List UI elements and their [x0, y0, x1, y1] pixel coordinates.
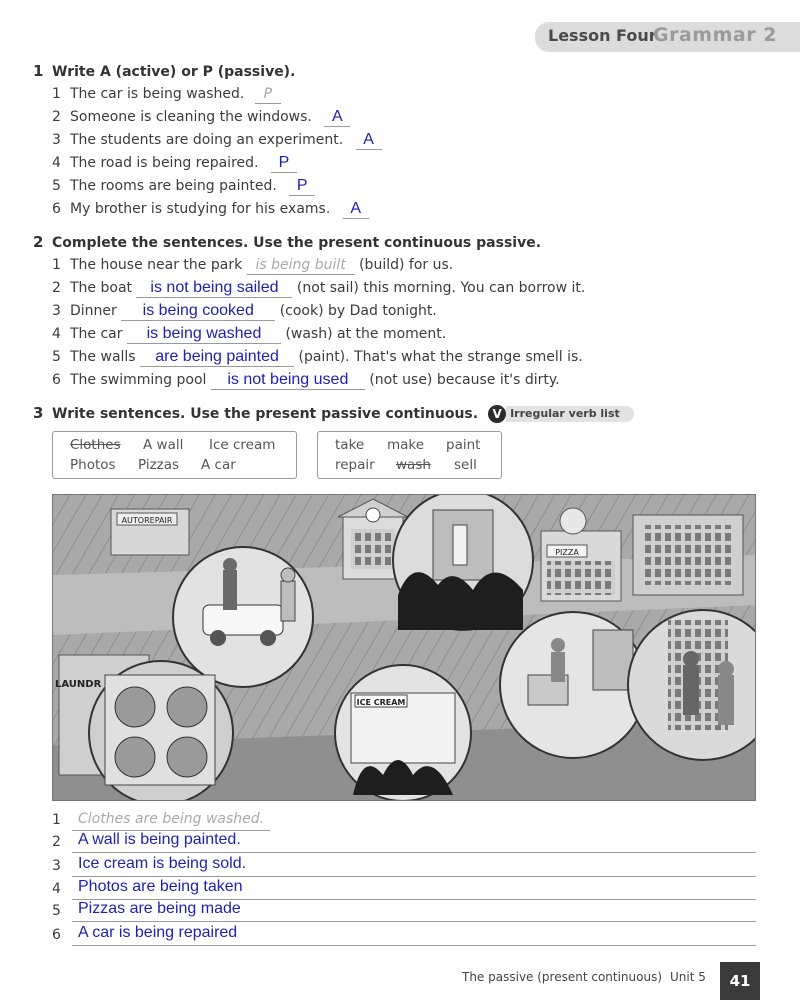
word-verb: sell [454, 457, 477, 473]
answer-line [72, 876, 756, 877]
answer-text[interactable]: Photos are being taken [78, 878, 243, 895]
answer-blank[interactable]: P [255, 86, 281, 104]
item-text-after: (not sail) this morning. You can borrow it. [296, 280, 586, 296]
exercise-3-title-text: Write sentences. Use the present passive continuous. [52, 406, 479, 422]
answer-text[interactable]: Ice cream is being sold. [78, 855, 247, 872]
verb-list-badge-icon[interactable]: V [488, 405, 506, 423]
exercise-1-title: Write A (active) or P (passive). [52, 64, 296, 80]
item-text: Someone is cleaning the windows. [70, 109, 312, 125]
exercise-1-number: 1 [33, 62, 44, 80]
scene-car-washing [173, 547, 313, 687]
answer-blank[interactable]: A [343, 201, 369, 219]
item-number: 2 [52, 280, 61, 296]
answer-blank[interactable]: P [271, 155, 297, 173]
word-verb: make [387, 437, 425, 453]
answer-blank[interactable]: is being cooked [121, 303, 275, 321]
ex3-answer-row [52, 855, 756, 877]
sign-pizza: PIZZA [555, 548, 579, 557]
answer-line [72, 945, 756, 946]
item-text-after: (paint). That's what the strange smell is. [298, 349, 583, 365]
noun-box [52, 431, 297, 479]
sign-laundry: LAUNDR [55, 679, 102, 690]
item-text: The road is being repaired. [70, 155, 259, 171]
ex1-item [52, 109, 350, 127]
item-text-after: (wash) at the moment. [285, 326, 447, 342]
sign-icecream: ICE CREAM [356, 698, 406, 707]
answer-number: 2 [52, 834, 61, 850]
word-noun: Clothes [70, 437, 121, 453]
ex3-answer-row [52, 878, 756, 900]
scene-laundry [89, 661, 233, 801]
answer-text[interactable]: A wall is being painted. [78, 831, 241, 848]
answer-text[interactable]: Pizzas are being made [78, 900, 241, 917]
item-number: 1 [52, 86, 61, 102]
item-number: 4 [52, 326, 61, 342]
ex1-item [52, 132, 382, 150]
answer-number: 4 [52, 881, 61, 897]
answer-blank[interactable]: is not being sailed [136, 280, 292, 298]
item-number: 5 [52, 178, 61, 194]
item-number: 6 [52, 201, 61, 217]
word-noun: Ice cream [209, 437, 276, 453]
city-illustration [52, 494, 756, 801]
exercise-3-number: 3 [33, 404, 44, 422]
answer-text[interactable]: A car is being repaired [78, 924, 238, 941]
word-verb: wash [396, 457, 431, 473]
answer-blank[interactable]: A [324, 109, 350, 127]
word-noun: Photos [70, 457, 116, 473]
answer-blank[interactable]: is being washed [127, 326, 281, 344]
ex3-answer-row [52, 831, 756, 853]
footer-unit: Unit 5 [670, 970, 706, 984]
item-number: 4 [52, 155, 61, 171]
item-text-before: The swimming pool [70, 372, 207, 388]
word-verb: repair [335, 457, 375, 473]
city-illustration-svg [53, 495, 756, 801]
ex1-item [52, 178, 315, 196]
item-text-after: (not use) because it's dirty. [369, 372, 560, 388]
word-verb: take [335, 437, 365, 453]
answer-line [72, 852, 756, 853]
item-number: 3 [52, 132, 61, 148]
answer-number: 6 [52, 927, 61, 943]
item-text: My brother is studying for his exams. [70, 201, 331, 217]
item-number: 3 [52, 303, 61, 319]
exercise-2-number: 2 [33, 233, 44, 251]
answer-number: 5 [52, 903, 61, 919]
ex2-item [52, 303, 437, 321]
sign-autorepair: AUTOREPAIR [121, 516, 173, 525]
ex3-answer-row [52, 809, 756, 831]
item-text-before: The house near the park [70, 257, 243, 273]
item-text: The students are doing an experiment. [70, 132, 344, 148]
answer-blank[interactable]: is being built [247, 257, 355, 275]
word-noun: Pizzas [138, 457, 180, 473]
item-text-after: (cook) by Dad tonight. [279, 303, 437, 319]
item-text-before: Dinner [70, 303, 117, 319]
answer-number: 1 [52, 812, 61, 828]
exercise-2-title: Complete the sentences. Use the present continuous passive. [52, 235, 542, 251]
verb-list-link[interactable]: Irregular verb list [506, 406, 634, 422]
word-noun: A car [201, 457, 236, 473]
answer-line [72, 921, 756, 922]
item-text-before: The car [70, 326, 123, 342]
answer-number: 3 [52, 858, 61, 874]
item-text-before: The walls [70, 349, 136, 365]
ex1-item [52, 201, 369, 219]
item-number: 6 [52, 372, 61, 388]
exercise-3-title [52, 405, 634, 423]
item-number: 1 [52, 257, 61, 273]
word-noun: A wall [143, 437, 184, 453]
answer-blank[interactable]: A [356, 132, 382, 150]
lesson-title: Lesson Four [548, 26, 657, 45]
item-number: 2 [52, 109, 61, 125]
answer-text[interactable]: Clothes are being washed. [78, 811, 265, 827]
item-text-after: (build) for us. [359, 257, 454, 273]
item-text: The rooms are being painted. [70, 178, 277, 194]
ex2-item [52, 372, 560, 390]
ex3-answer-row [52, 900, 756, 922]
answer-blank[interactable]: are being painted [140, 349, 294, 367]
building-autorepair [111, 509, 189, 555]
ex2-item [52, 280, 585, 298]
scene-pizza-making [500, 612, 646, 758]
ex1-item [52, 155, 297, 173]
verb-box [317, 431, 502, 479]
item-text: The car is being washed. [70, 86, 245, 102]
page-number: 41 [720, 962, 760, 1000]
item-number: 5 [52, 349, 61, 365]
footer-section-title: The passive (present continuous) [462, 970, 663, 984]
ex2-item [52, 257, 453, 275]
answer-blank[interactable]: is not being used [211, 372, 365, 390]
section-title: Grammar 2 [653, 24, 777, 46]
scene-photos [393, 495, 533, 630]
ex1-item [52, 86, 281, 104]
word-verb: paint [446, 437, 481, 453]
item-text-before: The boat [70, 280, 133, 296]
ex2-item [52, 349, 583, 367]
ex2-item [52, 326, 446, 344]
answer-blank[interactable]: P [289, 178, 315, 196]
ex3-answer-row [52, 924, 756, 946]
scene-ice-cream [335, 665, 471, 801]
